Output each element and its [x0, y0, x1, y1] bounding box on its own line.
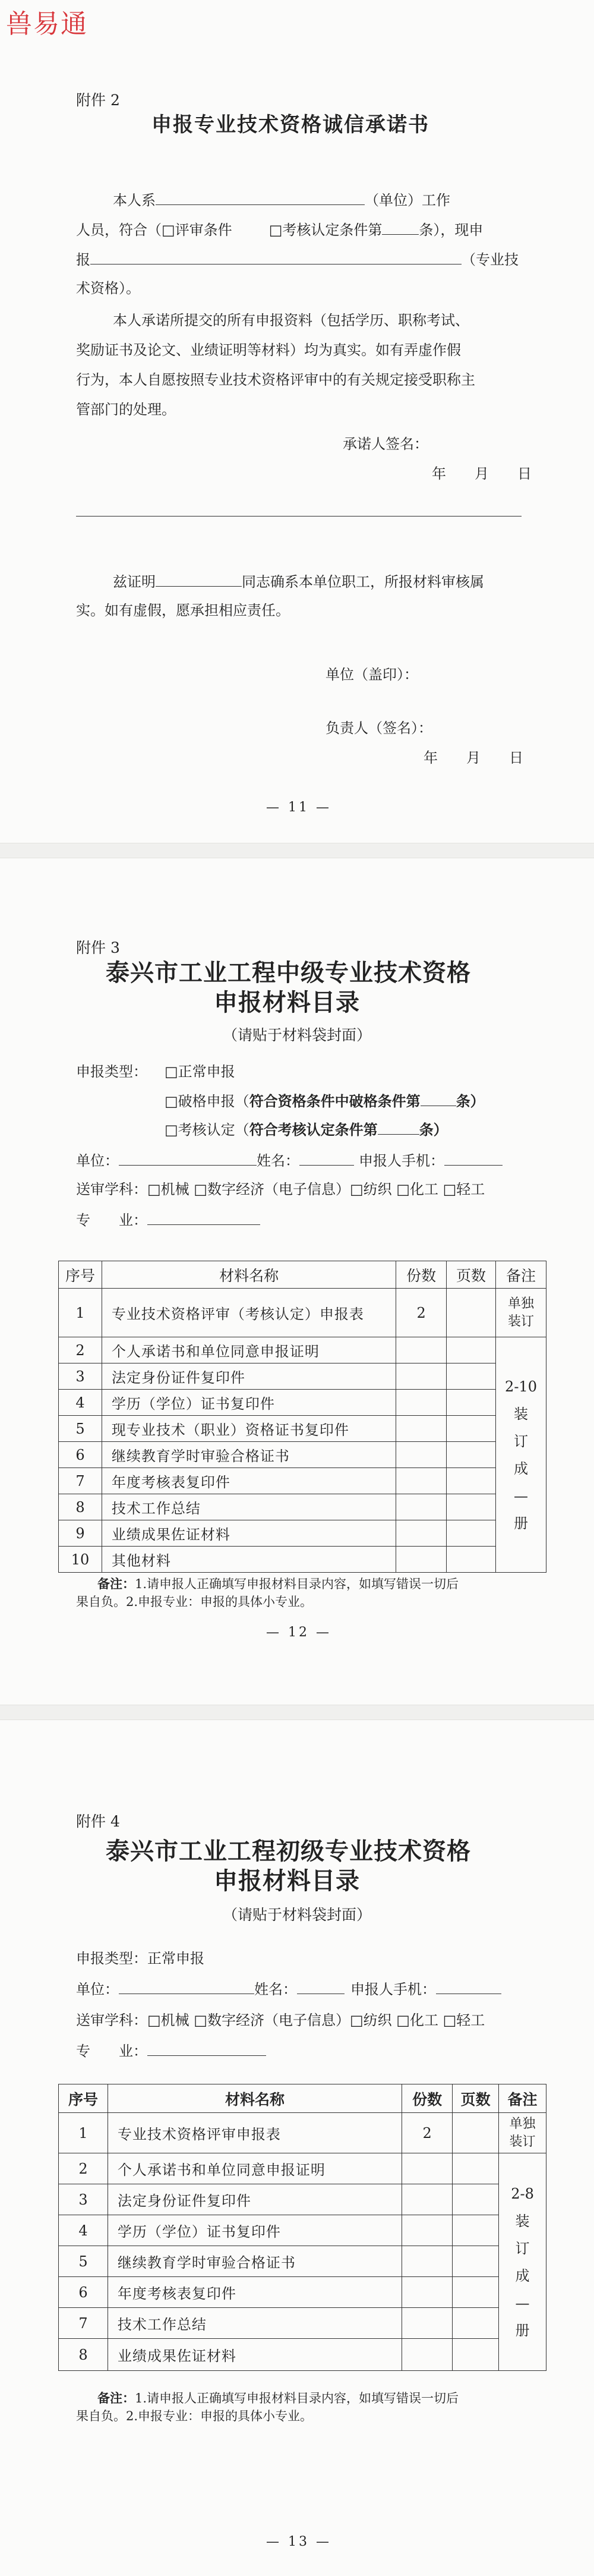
row-number: 4	[59, 2215, 108, 2246]
material-name: 技术工作总结	[102, 1494, 396, 1520]
type-label: 申报类型：	[76, 1063, 147, 1080]
proof-line-1	[113, 571, 484, 592]
text: □破格申报（	[165, 1093, 249, 1110]
binding-text: 成	[514, 1460, 528, 1477]
row-number: 6	[59, 2277, 108, 2308]
name-blank	[299, 1150, 354, 1166]
material-name: 继续教育学时审验合格证书	[102, 1442, 396, 1468]
commitment-para-2-line-2: 奖励证书及论文、业绩证明等材料）均为真实。如有弄虚作假	[76, 342, 461, 358]
copies-cell[interactable]	[396, 1520, 447, 1547]
binding-text: 订	[514, 1432, 528, 1450]
material-name: 个人承诺书和单位同意申报证明	[102, 1337, 396, 1363]
major-blank	[147, 1209, 260, 1225]
row-number: 7	[59, 2308, 108, 2339]
binding-text: 2-10	[505, 1378, 537, 1395]
row-number: 9	[59, 1520, 102, 1547]
binding-text: 成	[515, 2267, 530, 2284]
material-name: 年度考核表复印件	[108, 2277, 402, 2308]
binding-text: —	[514, 1487, 528, 1504]
copies-cell[interactable]	[396, 1390, 447, 1416]
remark-cell: 单独装订	[496, 1289, 546, 1337]
copies-cell[interactable]	[396, 1337, 447, 1363]
binding-text: 2-8	[511, 2185, 534, 2202]
copies-cell[interactable]	[396, 1468, 447, 1494]
material-name: 专业技术资格评审申报表	[108, 2113, 402, 2153]
table-row	[59, 2308, 546, 2339]
row-number: 8	[59, 1494, 102, 1520]
unit-blank	[119, 1978, 254, 1994]
text: 报	[76, 251, 90, 268]
clause-blank	[382, 219, 419, 235]
page-title-line-2: 申报材料目录	[214, 988, 360, 1016]
table-row	[59, 1289, 546, 1337]
commitment-para-2-line-4: 管部门的处理。	[76, 401, 176, 418]
applicant-info-line	[76, 1150, 503, 1171]
table-row	[59, 1520, 546, 1547]
unit-seal-label: 单位（盖印）：	[326, 666, 418, 683]
table-note	[76, 2389, 581, 2425]
name-blank	[156, 571, 242, 587]
col-header: 序号	[59, 2084, 108, 2113]
pages-cell[interactable]	[447, 1442, 496, 1468]
col-header: 页数	[447, 1261, 496, 1289]
note-label: 备注：	[97, 2391, 135, 2405]
annex-label: 附件 4	[76, 1813, 120, 1830]
applicant-info-line	[76, 1978, 501, 1999]
major-label: 专 业：	[76, 2043, 147, 2059]
binding-text: —	[515, 2294, 530, 2312]
page-title: 泰兴市工业工程中级专业技术资格	[106, 959, 471, 987]
page-number: — 11 —	[266, 800, 331, 815]
major-blank	[147, 2040, 266, 2056]
phone-blank	[444, 1150, 503, 1166]
unit-blank	[119, 1150, 257, 1166]
note-text: 1.请申报人正确填写申报材料目录内容，如填写错误一切后	[135, 1577, 459, 1591]
pages-cell[interactable]	[447, 1547, 496, 1573]
col-header: 序号	[59, 1261, 102, 1289]
phone-label: 申报人手机：	[359, 1152, 444, 1169]
table-note	[76, 1575, 581, 1611]
material-name: 业绩成果佐证材料	[102, 1520, 396, 1547]
annex-label: 附件 3	[76, 939, 120, 956]
row-number: 2	[59, 2153, 108, 2184]
table-row	[59, 2246, 546, 2277]
date-line: 年 月 日	[432, 465, 532, 482]
copies-cell[interactable]	[402, 2277, 453, 2308]
table-row	[59, 1547, 546, 1573]
table-row	[59, 1442, 546, 1468]
pages-cell[interactable]	[447, 1520, 496, 1547]
page-11	[0, 0, 594, 844]
copies-cell[interactable]	[402, 2215, 453, 2246]
subtitle: （请贴于材料袋封面）	[223, 1026, 372, 1044]
pages-cell[interactable]	[447, 1390, 496, 1416]
pages-cell[interactable]	[453, 2308, 499, 2339]
date-line: 年 月 日	[424, 750, 523, 766]
material-name: 个人承诺书和单位同意申报证明	[108, 2153, 402, 2184]
page-title-line-2: 申报材料目录	[214, 1867, 360, 1895]
copies-cell[interactable]	[402, 2246, 453, 2277]
col-header: 备注	[496, 1261, 546, 1289]
col-header: 材料名称	[102, 1261, 396, 1289]
row-number: 2	[59, 1337, 102, 1363]
qualification-blank	[90, 248, 462, 264]
assessment-condition-checkbox[interactable]: □考核认定条件第	[268, 222, 383, 238]
subject-options[interactable]: 送审学科：□机械 □数字经济（电子信息）□纺织 □化工 □轻工	[76, 1181, 485, 1198]
note-label: 备注：	[97, 1576, 135, 1591]
exception-apply-checkbox[interactable]	[165, 1090, 485, 1111]
unit-label: 单位：	[76, 1152, 119, 1169]
unit-blank	[156, 189, 365, 205]
major-line	[76, 2040, 266, 2061]
note-text: 1.请申报人正确填写申报材料目录内容，如填写错误一切后	[135, 2391, 459, 2405]
table-row	[59, 1468, 546, 1494]
pages-cell[interactable]	[453, 2153, 499, 2184]
row-number: 3	[59, 1363, 102, 1390]
copies-cell[interactable]	[396, 1363, 447, 1390]
copies-cell[interactable]: 2	[402, 2113, 453, 2153]
material-name: 法定身份证件复印件	[102, 1363, 396, 1390]
watermark-logo: 兽易通	[6, 9, 88, 39]
col-header: 份数	[396, 1261, 447, 1289]
row-number: 6	[59, 1442, 102, 1468]
phone-label: 申报人手机：	[350, 1981, 436, 1998]
pages-cell[interactable]	[447, 1468, 496, 1494]
note-line-2: 果自负。2.申报专业：申报的具体小专业。	[76, 1595, 313, 1609]
table-header-row	[59, 2084, 546, 2113]
page-13	[0, 1706, 594, 2576]
phone-blank	[436, 1978, 501, 1994]
row-number: 1	[59, 1289, 102, 1337]
copies-cell[interactable]	[402, 2308, 453, 2339]
table-row	[59, 1494, 546, 1520]
material-name: 其他材料	[102, 1547, 396, 1573]
proof-line-2: 实。如有虚假，愿承担相应责任。	[76, 602, 290, 619]
material-name: 学历（学位）证书复印件	[108, 2215, 402, 2246]
table-row	[59, 1337, 546, 1363]
col-header: 页数	[453, 2084, 499, 2113]
binding-text: 册	[514, 1514, 528, 1532]
pages-cell[interactable]	[447, 1494, 496, 1520]
text: 条），现申	[419, 222, 484, 238]
row-number: 3	[59, 2184, 108, 2215]
text: 本人系	[113, 192, 156, 209]
type-line: 申报类型：正常申报	[76, 1950, 204, 1967]
page-title: 泰兴市工业工程初级专业技术资格	[106, 1837, 471, 1865]
materials-table	[58, 2084, 546, 2371]
pages-cell[interactable]	[447, 1363, 496, 1390]
commitment-para-2-line-1: 本人承诺所提交的所有申报资料（包括学历、职称考试、	[113, 312, 469, 329]
pages-cell[interactable]	[447, 1416, 496, 1442]
text: 人员，符合（	[76, 222, 162, 238]
col-header: 材料名称	[108, 2084, 402, 2113]
signer-label: 承诺人签名：	[343, 436, 428, 452]
material-name: 业绩成果佐证材料	[108, 2339, 402, 2371]
annex-label: 附件 2	[76, 92, 120, 109]
table-row	[59, 1390, 546, 1416]
copies-cell[interactable]	[402, 2153, 453, 2184]
text: □考核认定（	[165, 1122, 249, 1138]
major-line	[76, 1209, 260, 1230]
binding-text: 订	[515, 2240, 530, 2257]
material-name: 继续教育学时审验合格证书	[108, 2246, 402, 2277]
subject-options[interactable]: 送审学科：□机械 □数字经济（电子信息）□纺织 □化工 □轻工	[76, 2012, 485, 2029]
material-name: 专业技术资格评审（考核认定）申报表	[102, 1289, 396, 1337]
col-header: 备注	[499, 2084, 546, 2113]
leader-signature-label: 负责人（签名）：	[326, 720, 432, 736]
commitment-para-2-line-3: 行为，本人自愿按照专业技术资格评审中的有关规定接受职称主	[76, 371, 475, 388]
pages-cell[interactable]	[447, 1289, 496, 1337]
pages-cell[interactable]	[453, 2339, 499, 2371]
normal-apply-checkbox[interactable]: □正常申报	[165, 1063, 235, 1080]
text: 符合资格条件中破格条件第	[249, 1092, 421, 1110]
text: 兹证明	[113, 574, 156, 590]
assessment-apply-checkbox[interactable]	[165, 1119, 448, 1140]
binding-text: 装	[515, 2212, 530, 2229]
review-condition-checkbox[interactable]: □评审条件	[162, 222, 232, 238]
commitment-line-1	[113, 189, 450, 210]
pages-cell[interactable]	[453, 2246, 499, 2277]
page-number: — 12 —	[266, 1625, 331, 1640]
text: 符合考核认定条件第	[249, 1121, 378, 1138]
divider	[76, 516, 522, 517]
material-name: 年度考核表复印件	[102, 1468, 396, 1494]
table-row	[59, 2277, 546, 2308]
material-name: 现专业技术（职业）资格证书复印件	[102, 1416, 396, 1442]
table-row	[59, 2153, 546, 2184]
clause-blank	[421, 1090, 456, 1106]
note-line-1	[76, 1575, 581, 1593]
copies-cell[interactable]	[396, 1547, 447, 1573]
material-name: 法定身份证件复印件	[108, 2184, 402, 2215]
page-12	[0, 844, 594, 1706]
commitment-line-3	[76, 248, 519, 270]
material-name: 学历（学位）证书复印件	[102, 1390, 396, 1416]
note-line-1	[76, 2389, 581, 2407]
copies-cell[interactable]	[402, 2339, 453, 2371]
pages-cell[interactable]	[447, 1337, 496, 1363]
col-header: 份数	[402, 2084, 453, 2113]
page-title: 申报专业技术资格诚信承诺书	[151, 113, 429, 137]
copies-cell[interactable]: 2	[396, 1289, 447, 1337]
text: 条）	[456, 1092, 485, 1110]
name-label: 姓名：	[254, 1981, 297, 1998]
copies-cell[interactable]	[402, 2184, 453, 2215]
material-name: 技术工作总结	[108, 2308, 402, 2339]
copies-cell[interactable]	[396, 1416, 447, 1442]
commitment-line-2	[76, 219, 483, 240]
table-row	[59, 2184, 546, 2215]
pages-cell[interactable]	[453, 2277, 499, 2308]
binding-text: 装	[514, 1405, 528, 1422]
binding-remark	[496, 1337, 546, 1573]
commitment-line-4: 术资格）。	[76, 280, 140, 297]
row-number: 10	[59, 1547, 102, 1573]
subtitle: （请贴于材料袋封面）	[223, 1906, 372, 1923]
table-row	[59, 2215, 546, 2246]
pages-cell[interactable]	[453, 2113, 499, 2153]
clause-blank	[378, 1119, 419, 1135]
remark-cell: 单独装订	[499, 2113, 546, 2153]
name-blank	[297, 1978, 345, 1994]
text: 条）	[419, 1121, 448, 1138]
copies-cell[interactable]	[396, 1494, 447, 1520]
row-number: 1	[59, 2113, 108, 2153]
row-number: 5	[59, 2246, 108, 2277]
unit-label: 单位：	[76, 1981, 119, 1998]
table-row	[59, 1363, 546, 1390]
name-label: 姓名：	[257, 1152, 299, 1169]
binding-remark	[499, 2153, 546, 2371]
text: （单位）工作	[365, 192, 450, 209]
table-row	[59, 2113, 546, 2153]
row-number: 7	[59, 1468, 102, 1494]
row-number: 4	[59, 1390, 102, 1416]
row-number: 8	[59, 2339, 108, 2371]
major-label: 专 业：	[76, 1212, 147, 1229]
pages-cell[interactable]	[453, 2215, 499, 2246]
table-row	[59, 1416, 546, 1442]
row-number: 5	[59, 1416, 102, 1442]
materials-table	[58, 1261, 546, 1573]
page-number: — 13 —	[266, 2534, 331, 2549]
pages-cell[interactable]	[453, 2184, 499, 2215]
binding-text: 册	[515, 2322, 530, 2339]
text: （专业技	[462, 251, 519, 268]
table-row	[59, 2339, 546, 2371]
table-header-row	[59, 1261, 546, 1289]
text: 同志确系本单位职工，所报材料审核属	[242, 574, 484, 590]
note-line-2: 果自负。2.申报专业：申报的具体小专业。	[76, 2409, 313, 2423]
copies-cell[interactable]	[396, 1442, 447, 1468]
